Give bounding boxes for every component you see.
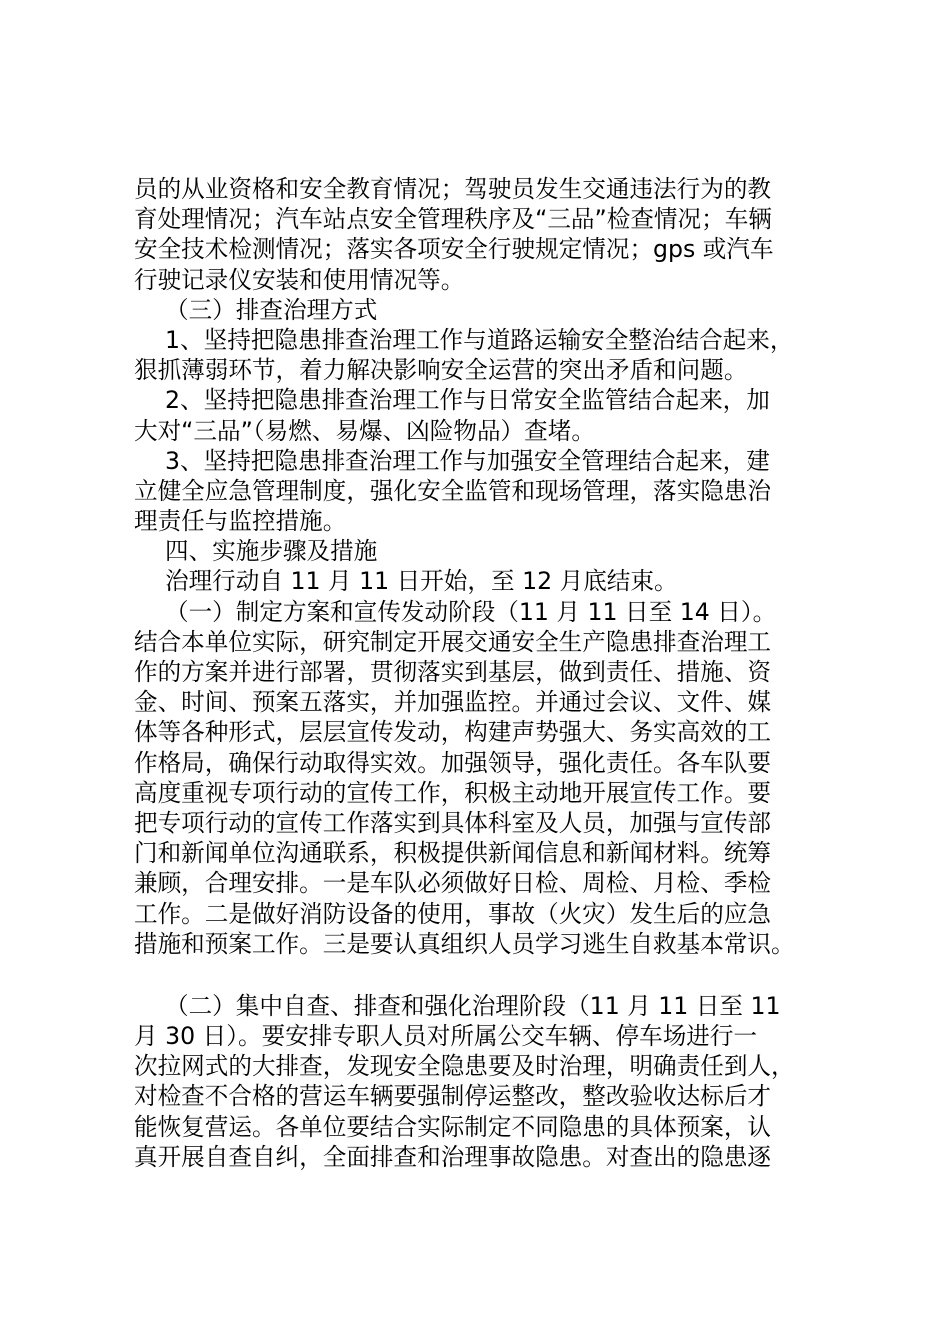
paragraph-item-1 [134, 325, 834, 385]
text-line: 措施和预案工作。三是要认真组织人员学习逃生自救基本常识。 [134, 929, 795, 958]
text-line: 育处理情况；汽车站点安全管理秩序及“三品”检查情况；车辆 [134, 205, 772, 234]
text-line: 工作。二是做好消防设备的使用，事故（火灾）发生后的应急 [134, 899, 772, 928]
text-line: 月 30 日）。要安排专职人员对所属公交车辆、停车场进行一 [134, 1022, 758, 1051]
paragraph-stage-1 [134, 597, 834, 959]
text-line: 狠抓薄弱环节，着力解决影响安全运营的突出矛盾和问题。 [134, 356, 748, 385]
text-line: 真开展自查自纠，全面排查和治理事故隐患。对查出的隐患逐 [134, 1142, 772, 1171]
text-line: 安全技术检测情况；落实各项安全行驶规定情况；gps 或汽车 [134, 235, 774, 264]
paragraph-stage-2 [134, 991, 834, 1172]
text-line: 对检查不合格的营运车辆要强制停运整改，整改验收达标后才 [134, 1082, 772, 1111]
text-line: 体等各种形式，层层宣传发动，构建声势强大、务实高效的工 [134, 718, 772, 747]
schedule-text: 治理行动自 11 月 11 日开始，至 12 月底结束。 [165, 567, 678, 596]
paragraph-gap [134, 959, 834, 991]
paragraph-item-3 [134, 446, 834, 537]
paragraph-item-2 [134, 385, 834, 445]
text-line: 次拉网式的大排查，发现安全隐患要及时治理，明确责任到人， [134, 1052, 795, 1081]
section-heading-3: （三）排查治理方式 [165, 295, 378, 324]
text-line: 作的方案并进行部署，贯彻落实到基层，做到责任、措施、资 [134, 658, 772, 686]
text-line: 员的从业资格和安全教育情况；驾驶员发生交通违法行为的教 [134, 175, 772, 203]
text-line: 金、时间、预案五落实，并加强监控。并通过会议、文件、媒 [134, 688, 772, 717]
text-line: 门和新闻单位沟通联系，积极提供新闻信息和新闻材料。统筹 [134, 839, 772, 868]
text-line: 2、坚持把隐患排查治理工作与日常安全监管结合起来，加 [165, 386, 770, 415]
text-line: 理责任与监控措施。 [134, 507, 347, 536]
text-line: 把专项行动的宣传工作落实到具体科室及人员，加强与宣传部 [134, 808, 772, 837]
text-line: （一）制定方案和宣传发动阶段（11 月 11 日至 14 日）。 [165, 597, 777, 626]
text-line: 高度重视专项行动的宣传工作，积极主动地开展宣传工作。要 [134, 778, 772, 807]
text-line: 1、坚持把隐患排查治理工作与道路运输安全整治结合起来， [165, 325, 794, 354]
text-line: 立健全应急管理制度，强化安全监管和现场管理，落实隐患治 [134, 476, 772, 505]
paragraph-inspection-items [134, 174, 834, 295]
text-line: （二）集中自查、排查和强化治理阶段（11 月 11 日至 11 [165, 991, 781, 1020]
text-line: 兼顾，合理安排。一是车队必须做好日检、周检、月检、季检 [134, 869, 772, 898]
text-line: 结合本单位实际，研究制定开展交通安全生产隐患排查治理工 [134, 627, 772, 656]
text-line: 3、坚持把隐患排查治理工作与加强安全管理结合起来，建 [165, 446, 770, 475]
document-body [134, 174, 834, 1172]
text-line: 作格局，确保行动取得实效。加强领导，强化责任。各车队要 [134, 748, 772, 777]
text-line: 大对“三品”（易燃、易爆、凶险物品）查堵。 [134, 416, 595, 445]
text-line: 能恢复营运。各单位要结合实际制定不同隐患的具体预案，认 [134, 1112, 772, 1141]
text-line: 行驶记录仪安装和使用情况等。 [134, 265, 465, 294]
section-heading-4: 四、实施步骤及措施 [165, 537, 378, 566]
